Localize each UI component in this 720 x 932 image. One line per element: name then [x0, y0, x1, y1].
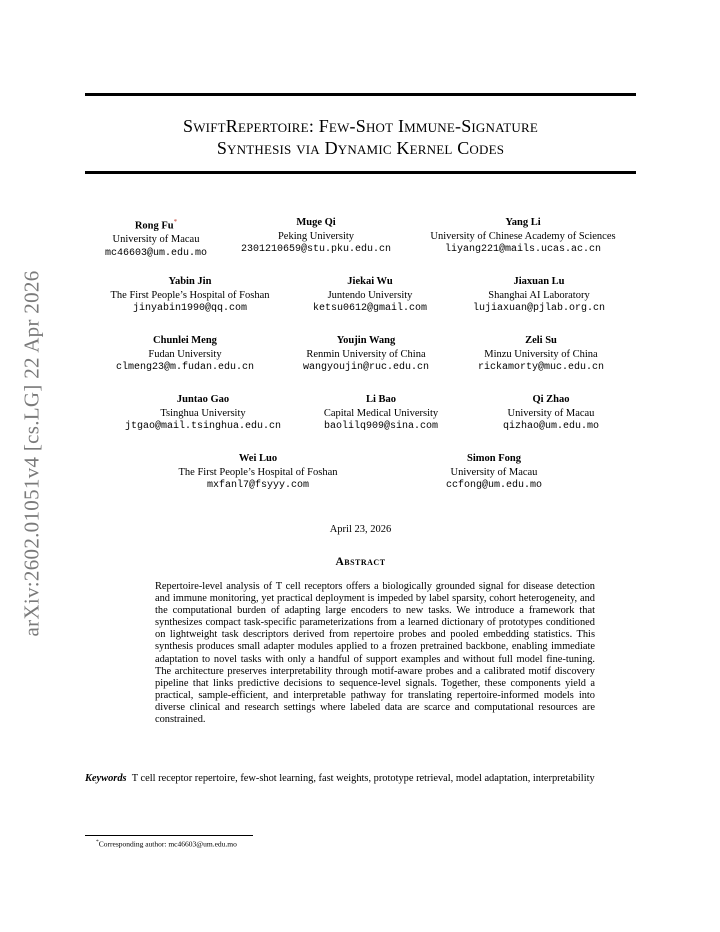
abstract-heading: Abstract — [335, 556, 386, 568]
author-block — [105, 216, 207, 260]
author-affiliation: Minzu University of China — [484, 348, 598, 360]
arxiv-identifier — [8, 262, 56, 644]
author-affiliation: Peking University — [277, 230, 355, 242]
author-email[interactable]: lujiaxuan@pjlab.org.cn — [472, 303, 606, 314]
author-name: Youjin Wang — [336, 335, 396, 346]
author-name: Wei Luo — [238, 453, 278, 464]
author-name: Zeli Su — [525, 335, 557, 346]
title-line-2: Synthesis via Dynamic Kernel Codes — [216, 138, 505, 158]
author-affiliation: Juntendo University — [327, 289, 413, 301]
title-top-rule — [85, 93, 636, 96]
author-email[interactable]: 2301210659@stu.pku.edu.cn — [240, 244, 392, 255]
author-block — [446, 452, 542, 493]
paper-title — [85, 115, 636, 159]
author-affiliation: Shanghai AI Laboratory — [488, 289, 590, 301]
keywords-text: T cell receptor repertoire, few-shot learning, fast weights, prototype retrieval, model adaptation, interpretability — [131, 773, 595, 784]
title-bottom-rule — [85, 171, 636, 174]
footnote-rule — [85, 835, 253, 836]
author-name: Yabin Jin — [168, 276, 212, 287]
author-name: Li Bao — [365, 394, 397, 405]
author-block — [478, 334, 604, 375]
author-name: Muge Qi — [296, 217, 336, 228]
author-email[interactable]: ccfong@um.edu.mo — [445, 480, 543, 491]
author-affiliation: The First People’s Hospital of Foshan — [178, 466, 338, 478]
author-affiliation: The First People’s Hospital of Foshan — [110, 289, 270, 301]
author-email[interactable]: clmeng23@m.fudan.edu.cn — [115, 362, 255, 373]
author-email[interactable]: jinyabin1990@qq.com — [132, 303, 248, 314]
author-email[interactable]: mc46603@um.edu.mo — [104, 247, 208, 259]
author-affiliation: University of Chinese Academy of Sciences — [430, 230, 616, 242]
author-block — [241, 216, 391, 257]
author-name: Chunlei Meng — [153, 335, 217, 346]
author-affiliation: Capital Medical University — [323, 407, 439, 419]
author-name: Simon Fong — [467, 453, 521, 464]
author-block — [473, 275, 605, 316]
author-block — [111, 275, 270, 316]
corresponding-mark: * — [173, 218, 178, 226]
publication-date: April 23, 2026 — [329, 524, 392, 535]
author-email[interactable]: rickamorty@muc.edu.cn — [477, 362, 605, 373]
author-name: Juntao Gao — [176, 394, 230, 405]
author-block — [324, 393, 438, 434]
title-line-1: SwiftRepertoire: Few-Shot Immune-Signature — [183, 116, 538, 136]
arxiv-id-text: arXiv:2602.01051v4 [cs.LG] 22 Apr 2026 — [19, 269, 44, 637]
author-affiliation: University of Macau — [450, 466, 538, 478]
footnote-text: Corresponding author: mc46603@um.edu.mo — [98, 839, 237, 849]
author-affiliation: Tsinghua University — [160, 407, 246, 419]
author-block — [503, 393, 599, 434]
author-email[interactable]: baolilq909@sina.com — [323, 421, 439, 432]
author-block — [116, 334, 254, 375]
author-block — [313, 275, 427, 316]
author-name: Jiaxuan Lu — [513, 276, 565, 287]
author-email[interactable]: wangyoujin@ruc.edu.cn — [302, 362, 430, 373]
author-name: Rong Fu* — [134, 218, 178, 232]
author-email[interactable]: liyang221@mails.ucas.ac.cn — [444, 244, 602, 255]
footnote-mark: * — [96, 839, 99, 845]
author-block — [430, 216, 615, 257]
abstract-text: Repertoire-level analysis of T cell receptors offers a biologically grounded signal for disease detection and immune monitoring, yet practical deployment is impeded by label sparsity, cohort heterogeneity, and the computational burden of adapting large encoders to new tasks. We introduce a framework that synthesizes compact task-specific parameterizations from a learned dictionary of prototypes conditioned on lightweight task descriptors derived from repertoire probes and pooled embedding statistics. This synthesis produces small adapter modules applied to a frozen pretrained backbone, enabling immediate adaptation to novel tasks with only a handful of support examples and without full model fine-tuning. The architecture preserves interpretability through motif-aware probes and a calibrated motif discovery pipeline that links predictive decisions to sequence-level signals. Together, these components yield a practical, sample-efficient, and interpretable pathway for translating repertoire-informed models into diverse clinical and research settings where labeled data are scarce and computational resources are constrained. — [155, 581, 595, 726]
author-name: Yang Li — [505, 217, 541, 228]
author-name: Jiekai Wu — [347, 276, 393, 287]
author-email[interactable]: jtgao@mail.tsinghua.edu.cn — [124, 421, 282, 432]
author-block — [179, 452, 338, 493]
author-affiliation: Fudan University — [148, 348, 222, 360]
author-affiliation: University of Macau — [507, 407, 595, 419]
author-affiliation: Renmin University of China — [306, 348, 426, 360]
author-affiliation: University of Macau — [112, 234, 200, 245]
author-block — [303, 334, 429, 375]
keywords-section — [85, 773, 636, 785]
author-block — [125, 393, 281, 434]
author-email[interactable]: mxfanl7@fsyyy.com — [206, 480, 310, 491]
author-email[interactable]: ketsu0612@gmail.com — [312, 303, 428, 314]
footnote — [96, 839, 237, 849]
keywords-label: Keywords — [85, 773, 127, 784]
author-name: Qi Zhao — [532, 394, 570, 405]
author-email[interactable]: qizhao@um.edu.mo — [502, 421, 600, 432]
